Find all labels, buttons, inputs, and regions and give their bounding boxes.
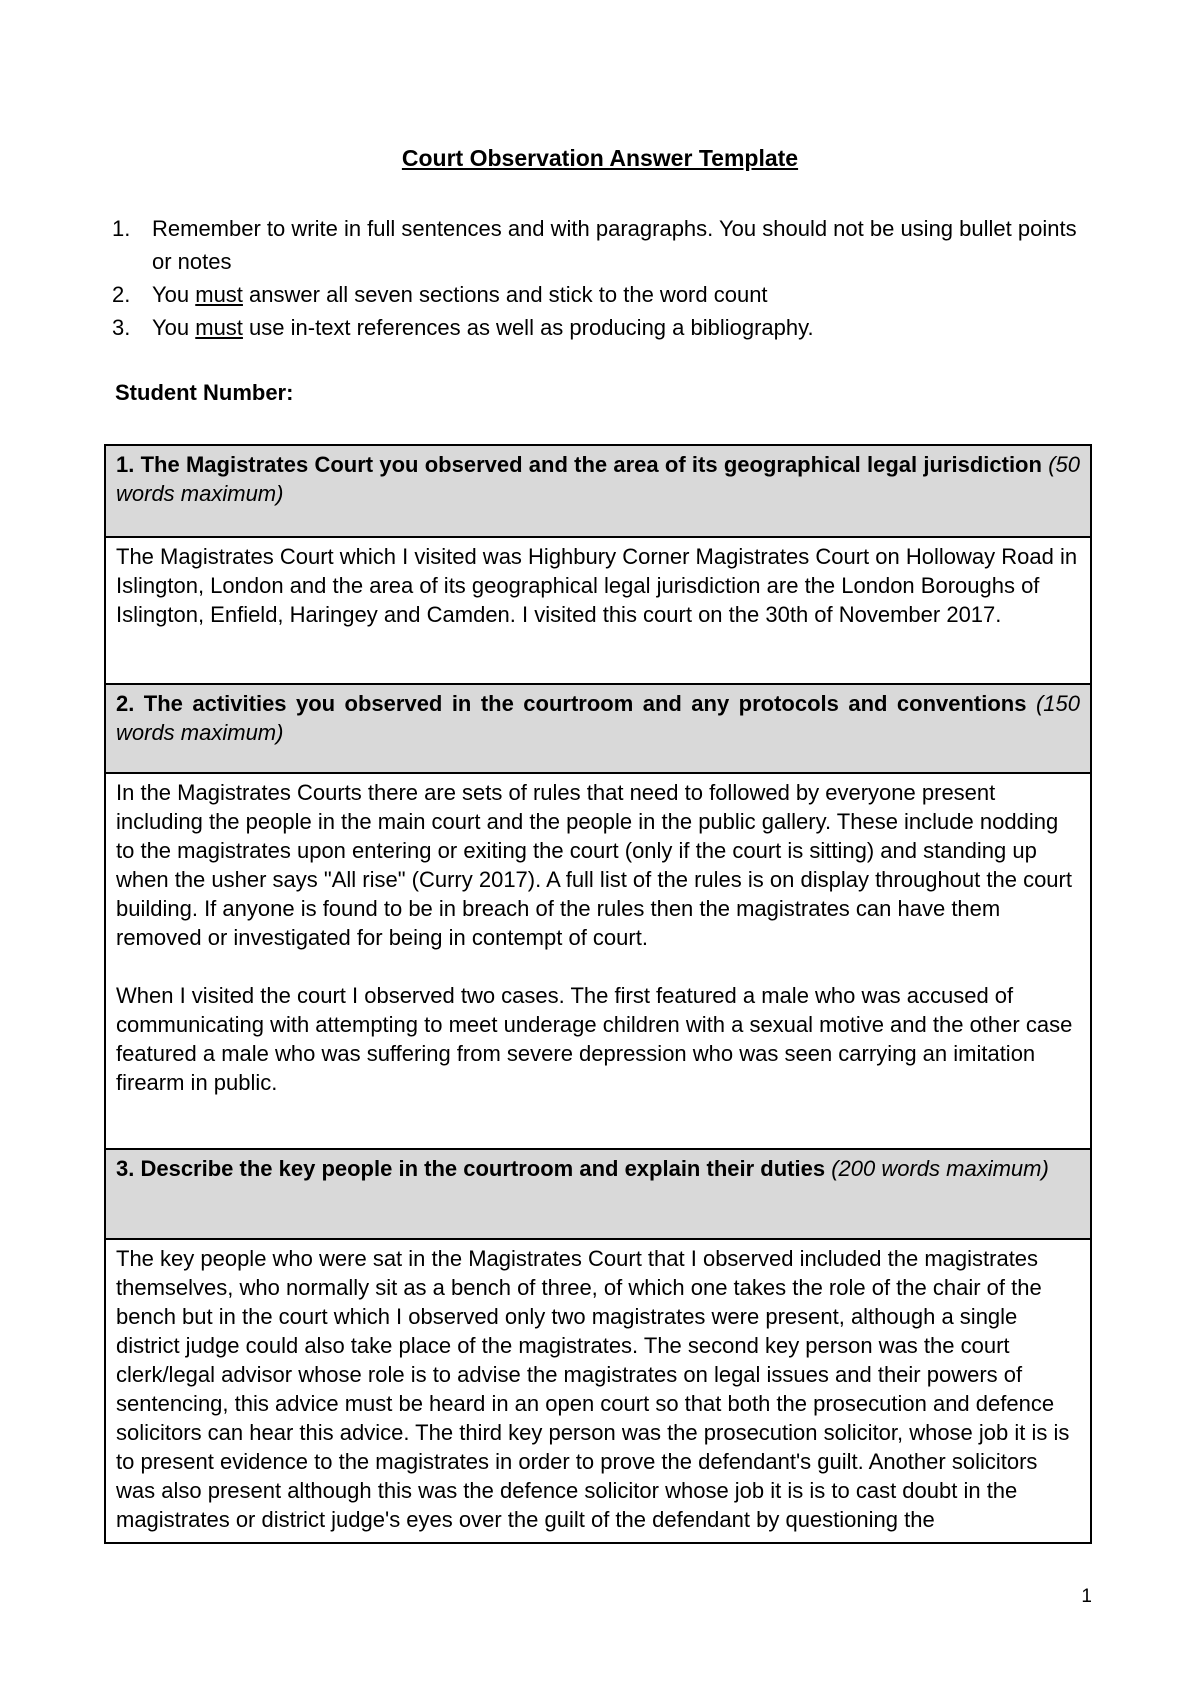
word-limit: (50 words maximum) xyxy=(116,452,1080,506)
instruction-text: use in-text references as well as producing a bibliography. xyxy=(242,315,814,340)
instruction-emphasis: must xyxy=(195,282,243,307)
answer-paragraph: The key people who were sat in the Magistrates Court that I observed included the magistrates themselves, who normally sit as a bench of three, of which one takes the role of the chair of the bench but in the court which I observed only two magistrates were present, although a single district judge could also take place of the magistrates. The second key person was the court clerk/legal advisor whose role is to advise the magistrates on legal issues and their powers of sentencing, this advice must be heard in an open court so that both the prosecution and defence solicitors can hear this advice. The third key person was the prosecution solicitor, whose job it is is to present evidence to the magistrates in order to prove the defendant's guilt. Another solicitors was also present although this was the defence solicitor whose job it is is to cast doubt in the magistrates or district judge's eyes over the guilt of the defendant by questioning the xyxy=(116,1246,1070,1532)
question-row xyxy=(105,445,1091,537)
answer-paragraph: The Magistrates Court which I visited was Highbury Corner Magistrates Court on Holloway Road in Islington, London and the area of its geographical legal jurisdiction are the London Boroughs of Islington, Enfield, Haringey and Camden. I visited this court on the 30th of November 2017. xyxy=(116,544,1078,627)
instruction-item xyxy=(112,278,1082,311)
answer-cell xyxy=(105,1239,1091,1543)
instruction-text: answer all seven sections and stick to the word count xyxy=(242,282,768,307)
answer-table xyxy=(104,444,1092,1544)
word-limit: (200 words maximum) xyxy=(831,1156,1049,1181)
word-limit: (150 words maximum) xyxy=(116,691,1080,745)
question-cell xyxy=(105,445,1091,537)
instruction-text: You xyxy=(152,315,196,340)
answer-row xyxy=(105,537,1091,684)
answer-row xyxy=(105,773,1091,1149)
instruction-text: Remember to write in full sentences and with paragraphs. You should not be using bullet points or notes xyxy=(152,216,1077,274)
question-text: 1. The Magistrates Court you observed and the area of its geographical legal jurisdiction xyxy=(116,452,1042,477)
instruction-number: 2. xyxy=(112,282,131,307)
question-cell xyxy=(105,1149,1091,1239)
question-row xyxy=(105,684,1091,773)
instruction-emphasis: must xyxy=(195,315,243,340)
document-title: Court Observation Answer Template xyxy=(401,145,799,171)
answer-paragraph: In the Magistrates Courts there are sets of rules that need to followed by everyone present including the people in the main court and the people in the public gallery. These include nodding to the magistrates upon entering or exiting the court (only if the court is sitting) and standing up when the usher says "All rise" (Curry 2017). A full list of the rules is on display throughout the court building. If anyone is found to be in breach of the rules then the magistrates can have them removed or investigated for being in contempt of court. xyxy=(116,780,1072,950)
instruction-number: 1. xyxy=(112,216,131,241)
instructions-list xyxy=(112,212,1082,344)
student-number-label: Student Number: xyxy=(115,380,294,405)
answer-paragraph: When I visited the court I observed two cases. The first featured a male who was accused of communicating with attempting to meet underage children with a sexual motive and the other case featured a male who was suffering from severe depression who was seen carrying an imitation firearm in public. xyxy=(116,983,1073,1095)
instruction-item xyxy=(112,212,1082,278)
question-text: 2. The activities you observed in the courtroom and any protocols and conventions xyxy=(116,691,1027,716)
question-cell xyxy=(105,684,1091,773)
answer-cell xyxy=(105,537,1091,684)
question-text: 3. Describe the key people in the courtroom and explain their duties xyxy=(116,1156,826,1181)
instruction-text: You xyxy=(152,282,196,307)
question-row xyxy=(105,1149,1091,1239)
instruction-number: 3. xyxy=(112,315,131,340)
answer-row xyxy=(105,1239,1091,1543)
page-number: 1 xyxy=(1081,1586,1092,1607)
instruction-item xyxy=(112,311,1082,344)
answer-cell xyxy=(105,773,1091,1149)
